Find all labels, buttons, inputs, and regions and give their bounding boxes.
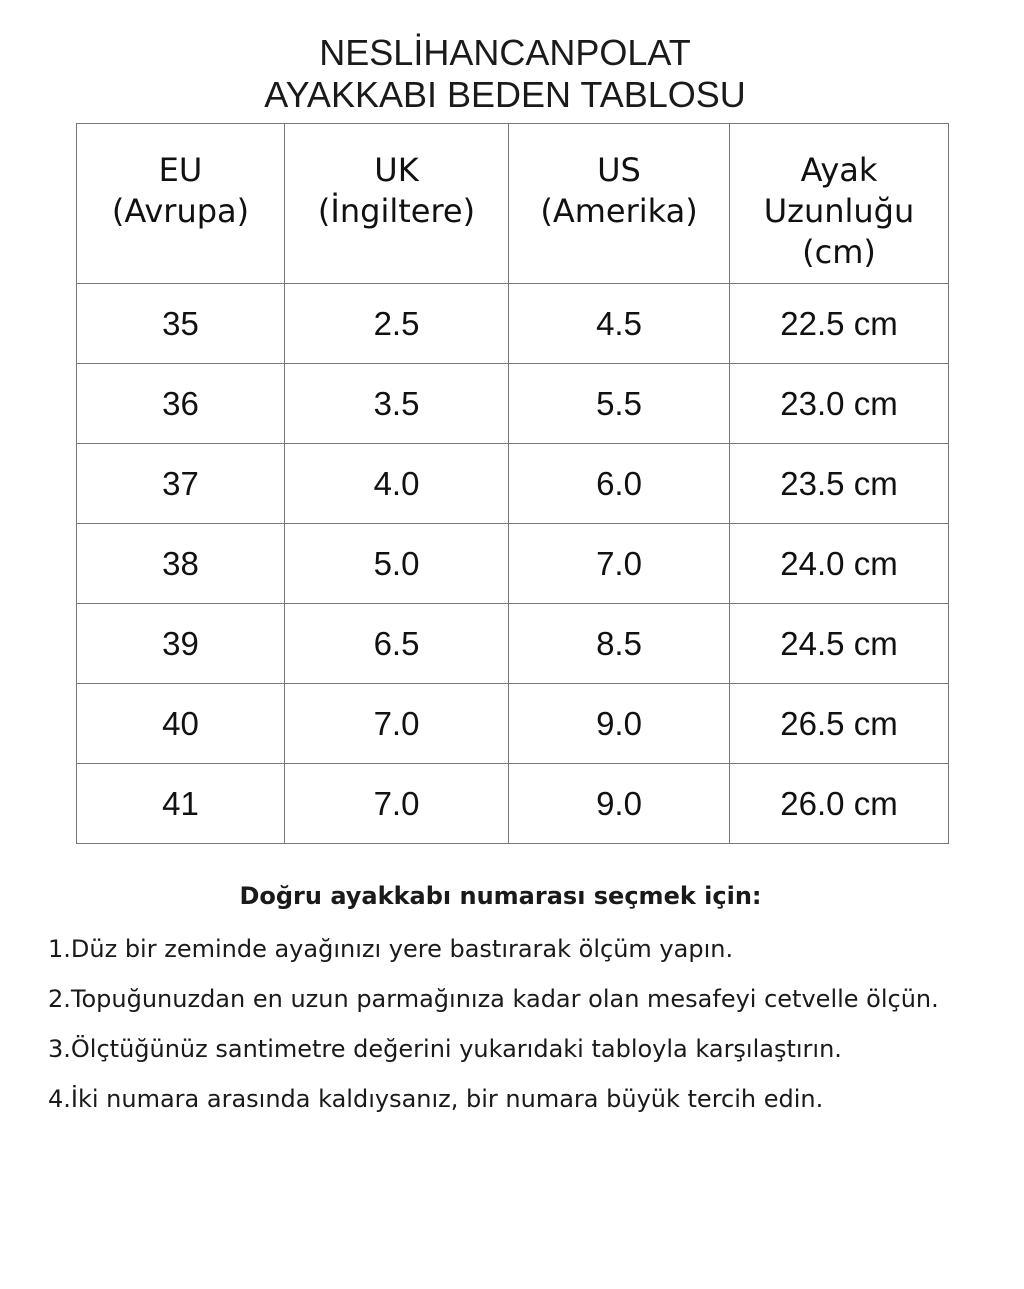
size-table	[76, 123, 949, 844]
cell-cm: 26.5 cm	[730, 684, 949, 764]
cell-eu: 35	[77, 284, 285, 364]
header-eu	[77, 124, 285, 284]
table-row	[77, 284, 949, 364]
cell-cm: 23.5 cm	[730, 444, 949, 524]
table-row	[77, 524, 949, 604]
cell-eu: 40	[77, 684, 285, 764]
cell-eu: 37	[77, 444, 285, 524]
cell-uk: 4.0	[285, 444, 509, 524]
header-uk-sub: (İngiltere)	[317, 192, 476, 230]
instruction-step: 2.Topuğunuzdan en uzun parmağınıza kadar olan mesafeyi cetvelle ölçün.	[48, 985, 939, 1013]
cell-uk: 7.0	[285, 764, 509, 844]
cell-eu: 38	[77, 524, 285, 604]
cell-us: 8.5	[509, 604, 730, 684]
cell-cm: 26.0 cm	[730, 764, 949, 844]
table-row	[77, 684, 949, 764]
instruction-step: 4.İki numara arasında kaldıysanız, bir numara büyük tercih edin.	[48, 1085, 824, 1113]
table-row	[77, 364, 949, 444]
table-row	[77, 444, 949, 524]
table-row	[77, 764, 949, 844]
cell-eu: 39	[77, 604, 285, 684]
table-row	[77, 604, 949, 684]
cell-us: 6.0	[509, 444, 730, 524]
cell-us: 4.5	[509, 284, 730, 364]
cell-us: 9.0	[509, 764, 730, 844]
header-foot-line-3: (cm)	[802, 233, 876, 271]
instruction-step: 3.Ölçtüğünüz santimetre değerini yukarıdaki tabloyla karşılaştırın.	[48, 1035, 842, 1063]
cell-us: 9.0	[509, 684, 730, 764]
chart-title: AYAKKABI BEDEN TABLOSU	[264, 74, 746, 115]
header-foot-line-1: Ayak	[800, 151, 878, 189]
instructions-title: Doğru ayakkabı numarası seçmek için:	[239, 882, 762, 910]
cell-uk: 5.0	[285, 524, 509, 604]
cell-cm: 22.5 cm	[730, 284, 949, 364]
cell-cm: 23.0 cm	[730, 364, 949, 444]
instruction-step: 1.Düz bir zeminde ayağınızı yere bastırarak ölçüm yapın.	[48, 935, 734, 963]
header-us-sub: (Amerika)	[540, 192, 698, 230]
brand-name: NESLİHANCANPOLAT	[319, 32, 691, 73]
header-eu-sub: (Avrupa)	[111, 192, 250, 230]
cell-us: 5.5	[509, 364, 730, 444]
cell-uk: 7.0	[285, 684, 509, 764]
table-header-row	[77, 124, 949, 284]
cell-uk: 2.5	[285, 284, 509, 364]
cell-eu: 41	[77, 764, 285, 844]
cell-cm: 24.0 cm	[730, 524, 949, 604]
header-foot-length	[730, 124, 949, 284]
header-eu-line: EU	[158, 151, 203, 189]
header-uk-line: UK	[374, 151, 419, 189]
header-us-line: US	[597, 151, 641, 189]
cell-uk: 3.5	[285, 364, 509, 444]
header-us	[509, 124, 730, 284]
header-uk	[285, 124, 509, 284]
cell-uk: 6.5	[285, 604, 509, 684]
cell-cm: 24.5 cm	[730, 604, 949, 684]
header-foot-line-2: Uzunluğu	[763, 192, 915, 230]
cell-us: 7.0	[509, 524, 730, 604]
instructions	[48, 876, 948, 1120]
cell-eu: 36	[77, 364, 285, 444]
page-title	[0, 32, 1010, 116]
